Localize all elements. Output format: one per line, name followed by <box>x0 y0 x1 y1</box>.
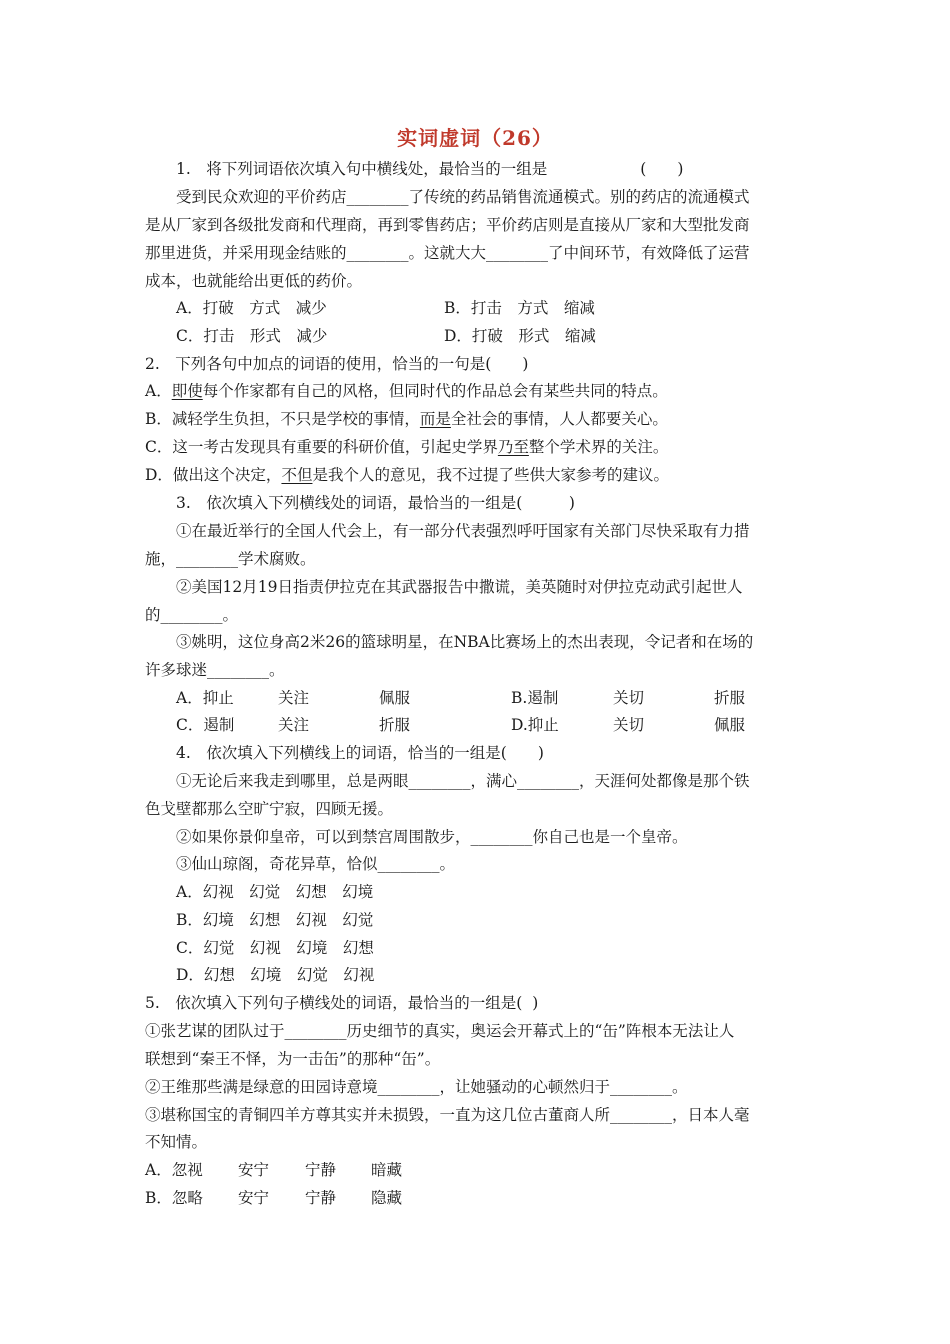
q4-stem: 4. 依次填入下列横线上的词语，恰当的一组是( ) <box>176 744 544 762</box>
q5-sentence-3-line-2: 不知情。 <box>145 1133 208 1151</box>
q1-option-c: C．打击 形式 减少 <box>176 327 328 345</box>
q2-option-b-rest: 全社会的事情，人人都要关心。 <box>450 410 668 428</box>
q4-option-a: A．幻视 幻觉 幻想 幻境 <box>176 883 374 901</box>
q4-sentence-2: ②如果你景仰皇帝，可以到禁宫周围散步，________你自己也是一个皇帝。 <box>176 828 688 846</box>
q3-option-d-word-2: 关切 <box>613 716 645 734</box>
q1-option-a: A．打破 方式 减少 <box>176 299 327 317</box>
q3-option-b-word-1: B.遏制 <box>511 689 559 707</box>
q3-sentence-2-line-1: ②美国12月19日指责伊拉克在其武器报告中撒谎，美英随时对伊拉克动武引起世人 <box>176 578 743 596</box>
q2-option-b <box>0 409 950 429</box>
q5-option-b-word-2: 安宁 <box>238 1189 270 1207</box>
q2-option-d-marked-word: 不但 <box>281 466 313 484</box>
q5-option-b-word-1: B．忽略 <box>145 1189 203 1207</box>
q2-option-d <box>0 465 950 485</box>
q4-sentence-3: ③仙山琼阁，奇花异草，恰似________。 <box>176 855 456 873</box>
q3-option-c-word-1: C．遏制 <box>176 716 235 734</box>
q3-option-a-word-1: A．抑止 <box>176 689 234 707</box>
q2-option-b-marked-word: 而是 <box>419 410 451 428</box>
q3-option-b-word-3: 折服 <box>714 689 746 707</box>
q3-sentence-2-line-2: 的________。 <box>145 606 239 624</box>
q2-option-a-rest: 每个作家都有自己的风格，但同时代的作品总会有某些共同的特点。 <box>202 382 668 400</box>
q3-option-c-word-3: 折服 <box>379 716 411 734</box>
q5-option-a-word-4: 暗藏 <box>371 1161 403 1179</box>
q4-option-c: C．幻觉 幻视 幻境 幻想 <box>176 939 374 957</box>
q1-option-d: D．打破 形式 缩减 <box>444 327 596 345</box>
q4-sentence-1-line-1: ①无论后来我走到哪里，总是两眼________，满心________，天涯何处都像是那个铁 <box>176 772 750 790</box>
q5-option-b-word-4: 隐藏 <box>371 1189 403 1207</box>
q3-sentence-3-line-2: 许多球迷________。 <box>145 661 285 679</box>
q5-sentence-1-line-2: 联想到“秦王不怿，为一击缶”的那种“缶”。 <box>145 1050 441 1068</box>
q4-option-b: B．幻境 幻想 幻视 幻觉 <box>176 911 374 929</box>
q1-option-b: B．打击 方式 缩减 <box>444 299 595 317</box>
q3-option-d-word-1: D.抑止 <box>511 716 559 734</box>
q2-option-c-prefix: C．这一考古发现具有重要的科研价值，引起史学界 <box>145 438 498 456</box>
q2-option-c <box>0 437 950 457</box>
q1-passage-line-1: 受到民众欢迎的平价药店________了传统的药品销售流通模式。别的药店的流通模式 <box>176 188 750 206</box>
q3-option-a-word-3: 佩服 <box>379 689 411 707</box>
q2-option-c-marked-word: 乃至 <box>497 438 529 456</box>
q3-option-a-word-2: 关注 <box>278 689 310 707</box>
q1-passage-line-3: 那里进货，并采用现金结账的________。这就大大________了中间环节，有效降低了运营 <box>145 244 750 262</box>
q4-sentence-1-line-2: 色戈壁都那么空旷宁寂，四顾无援。 <box>145 800 394 818</box>
q5-stem: 5. 依次填入下列句子横线处的词语，最恰当的一组是( ) <box>145 994 539 1012</box>
q5-sentence-2: ②王维那些满是绿意的田园诗意境________，让她骚动的心顿然归于________。 <box>145 1078 688 1096</box>
q3-sentence-3-line-1: ③姚明，这位身高2米26的篮球明星，在NBA比赛场上的杰出表现，令记者和在场的 <box>176 633 754 651</box>
q3-option-d-word-3: 佩服 <box>714 716 746 734</box>
q4-option-d: D．幻想 幻境 幻觉 幻视 <box>176 966 375 984</box>
q3-stem: 3. 依次填入下列横线处的词语，最恰当的一组是( ) <box>176 494 575 512</box>
q3-option-c-word-2: 关注 <box>278 716 310 734</box>
q5-option-a-word-2: 安宁 <box>238 1161 270 1179</box>
q5-option-b-word-3: 宁静 <box>305 1189 337 1207</box>
q2-option-d-rest: 是我个人的意见，我不过提了些供大家参考的建议。 <box>312 466 669 484</box>
q2-option-d-prefix: D．做出这个决定， <box>145 466 282 484</box>
q5-sentence-1-line-1: ①张艺谋的团队过于________历史细节的真实，奥运会开幕式上的“缶”阵根本无法让人 <box>145 1022 735 1040</box>
q1-passage-line-2: 是从厂家到各级批发商和代理商，再到零售药店；平价药店则是直接从厂家和大型批发商 <box>145 216 750 234</box>
q2-option-a-marked-word: 即使 <box>171 382 203 400</box>
q1-passage-line-4: 成本，也就能给出更低的药价。 <box>145 272 363 290</box>
q2-option-b-prefix: B．减轻学生负担，不只是学校的事情， <box>145 410 420 428</box>
q2-stem: 2. 下列各句中加点的词语的使用，恰当的一句是( ) <box>145 355 529 373</box>
q2-option-a-prefix: A． <box>145 382 172 400</box>
q5-sentence-3-line-1: ③堪称国宝的青铜四羊方尊其实并未损毁，一直为这几位古董商人所________，日本人毫 <box>145 1106 750 1124</box>
q1-stem: 1. 将下列词语依次填入句中横线处，最恰当的一组是 ( ) <box>176 160 684 178</box>
q3-option-b-word-2: 关切 <box>613 689 645 707</box>
page-title: 实词虚词（26） <box>397 126 553 150</box>
q5-option-a-word-3: 宁静 <box>305 1161 337 1179</box>
q2-option-a <box>0 381 950 401</box>
q3-sentence-1-line-2: 施，________学术腐败。 <box>145 550 316 568</box>
q5-option-a-word-1: A．忽视 <box>145 1161 203 1179</box>
q2-option-c-rest: 整个学术界的关注。 <box>528 438 669 456</box>
q3-sentence-1-line-1: ①在最近举行的全国人代会上，有一部分代表强烈呼吁国家有关部门尽快采取有力措 <box>176 522 750 540</box>
